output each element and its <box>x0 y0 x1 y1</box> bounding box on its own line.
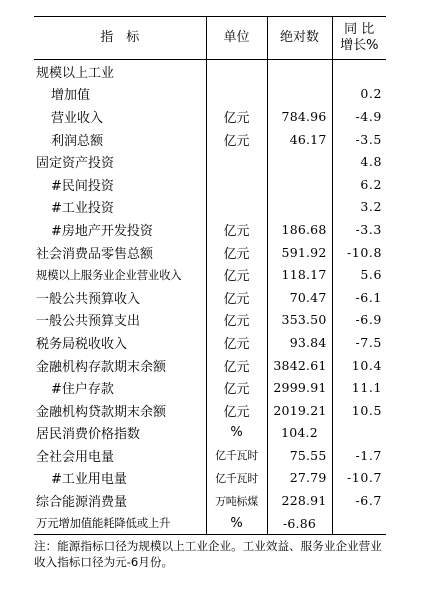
absolute-value-cell: 46.17 <box>267 128 332 151</box>
growth-rate-cell: -10.7 <box>332 467 386 490</box>
indicator-cell: 一般公共预算支出 <box>36 314 141 330</box>
unit-cell: 亿元 <box>206 309 267 332</box>
unit-cell: 亿元 <box>206 128 267 151</box>
growth-rate-cell: 4.8 <box>332 150 386 173</box>
absolute-value-cell <box>267 60 332 83</box>
absolute-value-cell: 228.91 <box>267 489 332 512</box>
indicator-cell: 社会消费品零售总额 <box>36 246 154 262</box>
table-row <box>34 128 386 151</box>
absolute-value-cell: 93.84 <box>267 331 332 354</box>
indicator-cell: 营业收入 <box>51 110 104 126</box>
growth-rate-cell: -3.3 <box>332 218 386 241</box>
growth-rate-cell: 10.4 <box>332 354 386 377</box>
table-row <box>34 241 386 264</box>
table-row <box>34 331 386 354</box>
indicator-cell: 税务局税收收入 <box>36 336 128 352</box>
growth-rate-cell <box>332 422 386 445</box>
absolute-value-cell: -6.86 <box>267 512 332 535</box>
absolute-value-cell: 104.2 <box>267 422 332 445</box>
header-yoy-growth <box>332 17 386 60</box>
header-absolute-value: 绝对数 <box>267 17 332 60</box>
table-row <box>34 105 386 128</box>
table-row <box>34 150 386 173</box>
table-row <box>34 489 386 512</box>
unit-cell: 亿元 <box>206 105 267 128</box>
table-row <box>34 309 386 332</box>
growth-rate-cell: -4.9 <box>332 105 386 128</box>
table-row <box>34 218 386 241</box>
table-header-row <box>34 17 386 60</box>
absolute-value-cell: 118.17 <box>267 263 332 286</box>
table-row <box>34 83 386 106</box>
indicator-cell: 一般公共预算收入 <box>36 291 141 307</box>
unit-cell <box>206 196 267 219</box>
table-row <box>34 376 386 399</box>
indicator-cell: 居民消费价格指数 <box>36 427 141 443</box>
absolute-value-cell: 186.68 <box>267 218 332 241</box>
header-indicator: 指 标 <box>34 17 206 60</box>
unit-cell: % <box>206 422 267 445</box>
indicator-cell: #工业用电量 <box>51 472 127 488</box>
absolute-value-cell <box>267 196 332 219</box>
header-unit: 单位 <box>206 17 267 60</box>
indicator-cell: #住户存款 <box>51 382 114 398</box>
growth-rate-cell: -6.7 <box>332 489 386 512</box>
absolute-value-cell: 353.50 <box>267 309 332 332</box>
table-row <box>34 60 386 83</box>
indicator-cell: #民间投资 <box>51 178 114 194</box>
table-row <box>34 354 386 377</box>
absolute-value-cell <box>267 83 332 106</box>
absolute-value-cell: 784.96 <box>267 105 332 128</box>
unit-cell: 亿元 <box>206 376 267 399</box>
absolute-value-cell: 2999.91 <box>267 376 332 399</box>
growth-rate-cell <box>332 60 386 83</box>
growth-rate-cell: 5.6 <box>332 263 386 286</box>
indicator-cell: #房地产开发投资 <box>51 223 153 239</box>
indicator-cell: 金融机构存款期末余额 <box>36 359 167 375</box>
growth-rate-cell: 10.5 <box>332 399 386 422</box>
unit-cell <box>206 60 267 83</box>
unit-cell: 亿元 <box>206 263 267 286</box>
absolute-value-cell: 2019.21 <box>267 399 332 422</box>
indicator-cell: 利润总额 <box>51 133 104 149</box>
table-footnote: 注：能源指标口径为规模以上工业企业。工业效益、服务业企业营业收入指标口径为元-6月份。 <box>34 539 382 570</box>
absolute-value-cell: 591.92 <box>267 241 332 264</box>
growth-rate-cell: -3.5 <box>332 128 386 151</box>
indicator-cell: 固定资产投资 <box>36 156 115 172</box>
unit-cell <box>206 173 267 196</box>
indicator-cell: 规模以上工业 <box>36 65 115 81</box>
growth-rate-cell: 3.2 <box>332 196 386 219</box>
indicator-cell: 万元增加值能耗降低或上升 <box>34 512 206 535</box>
unit-cell: 亿元 <box>206 241 267 264</box>
indicator-cell: #工业投资 <box>51 201 114 217</box>
statistics-table <box>34 16 386 535</box>
growth-rate-cell: 11.1 <box>332 376 386 399</box>
unit-cell: 亿千瓦时 <box>206 444 267 467</box>
absolute-value-cell <box>267 173 332 196</box>
absolute-value-cell: 70.47 <box>267 286 332 309</box>
growth-rate-cell: -7.5 <box>332 331 386 354</box>
unit-cell: 亿元 <box>206 286 267 309</box>
header-yoy-line2: 增长% <box>340 38 379 53</box>
unit-cell: 亿元 <box>206 331 267 354</box>
growth-rate-cell: 0.2 <box>332 83 386 106</box>
statistics-panel <box>34 16 386 570</box>
unit-cell: 亿元 <box>206 399 267 422</box>
absolute-value-cell: 3842.61 <box>267 354 332 377</box>
indicator-cell: 增加值 <box>51 88 91 104</box>
table-row <box>34 422 386 445</box>
table-row <box>34 286 386 309</box>
unit-cell: 亿元 <box>206 354 267 377</box>
table-row <box>34 196 386 219</box>
growth-rate-cell: -6.9 <box>332 309 386 332</box>
header-yoy-line1: 同 比 <box>344 22 375 37</box>
unit-cell <box>206 150 267 173</box>
unit-cell: % <box>206 512 267 535</box>
indicator-cell: 规模以上服务业企业营业收入 <box>36 267 182 282</box>
unit-cell <box>206 83 267 106</box>
growth-rate-cell: -6.1 <box>332 286 386 309</box>
growth-rate-cell: -1.7 <box>332 444 386 467</box>
growth-rate-cell: -10.8 <box>332 241 386 264</box>
unit-cell: 万吨标煤 <box>206 489 267 512</box>
unit-cell: 亿元 <box>206 218 267 241</box>
indicator-cell: 全社会用电量 <box>36 449 115 465</box>
growth-rate-cell: 6.2 <box>332 173 386 196</box>
absolute-value-cell: 75.55 <box>267 444 332 467</box>
unit-cell: 亿千瓦时 <box>206 467 267 490</box>
table-row <box>34 263 386 286</box>
table-row <box>34 173 386 196</box>
table-row <box>34 444 386 467</box>
growth-rate-cell <box>332 512 386 535</box>
absolute-value-cell <box>267 150 332 173</box>
table-row <box>34 399 386 422</box>
indicator-cell: 综合能源消费量 <box>36 495 128 511</box>
indicator-cell: 金融机构贷款期末余额 <box>36 404 167 420</box>
table-row <box>34 467 386 490</box>
absolute-value-cell: 27.79 <box>267 467 332 490</box>
table-row <box>34 512 386 535</box>
